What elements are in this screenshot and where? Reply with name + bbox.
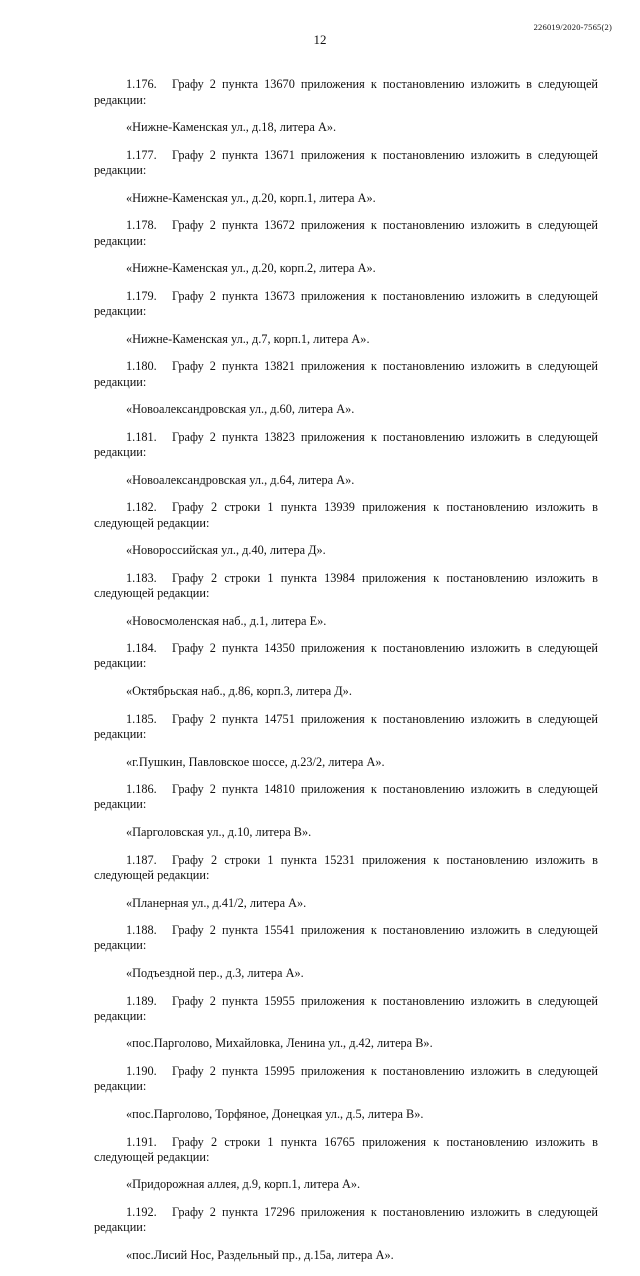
item-quote: «Октябрьская наб., д.86, корп.3, литера Д». [126, 684, 352, 699]
item-number: 1.177. [126, 147, 157, 162]
item-number: 1.184. [126, 641, 157, 656]
item-quote: «г.Пушкин, Павловское шоссе, д.23/2, литера А». [126, 754, 385, 769]
item-text: Графу 2 пункта 13670 приложения к постановлению изложить в следующей редакции: [94, 77, 598, 107]
item-quote: «пос.Парголово, Михайловка, Ленина ул., д.42, литера В». [126, 1036, 433, 1051]
list-item [94, 430, 598, 488]
item-quote: «Новоалександровская ул., д.60, литера А». [126, 402, 355, 417]
item-text: Графу 2 пункта 13823 приложения к постановлению изложить в следующей редакции: [94, 429, 598, 460]
list-item [94, 571, 598, 629]
item-quote: «Новосмоленская наб., д.1, литера Е». [126, 613, 327, 628]
item-text: Графу 2 строки 1 пункта 13939 приложения к постановлению изложить в следующей редакции: [94, 500, 598, 530]
list-item [94, 1135, 598, 1193]
item-number: 1.176. [126, 77, 157, 92]
item-text: Графу 2 пункта 15541 приложения к постановлению изложить в следующей редакции: [94, 923, 598, 953]
item-text: Графу 2 пункта 17296 приложения к постановлению изложить в следующей редакции: [94, 1205, 598, 1235]
item-number: 1.179. [126, 288, 157, 303]
list-item [94, 782, 598, 840]
document-number: 226019/2020-7565(2) [533, 22, 612, 32]
item-number: 1.189. [126, 993, 157, 1008]
item-number: 1.191. [126, 1134, 157, 1149]
item-text: Графу 2 пункта 14751 приложения к постановлению изложить в следующей редакции: [94, 711, 598, 741]
item-number: 1.186. [126, 782, 157, 797]
item-text: Графу 2 пункта 13671 приложения к постановлению изложить в следующей редакции: [94, 147, 598, 178]
list-item [94, 77, 598, 135]
item-quote: «Новороссийская ул., д.40, литера Д». [126, 543, 326, 558]
list-item [94, 923, 598, 981]
list-item [94, 1205, 598, 1263]
item-text: Графу 2 пункта 13673 приложения к постановлению изложить в следующей редакции: [94, 288, 598, 319]
list-item [94, 1064, 598, 1122]
item-quote: «Нижне-Каменская ул., д.7, корп.1, литера А». [126, 331, 370, 346]
item-text: Графу 2 пункта 14810 приложения к постановлению изложить в следующей редакции: [94, 782, 598, 812]
item-number: 1.181. [126, 429, 157, 444]
item-text: Графу 2 строки 1 пункта 13984 приложения к постановлению изложить в следующей редакции: [94, 570, 598, 600]
item-quote: «Подъездной пер., д.3, литера А». [126, 966, 304, 980]
list-item [94, 218, 598, 276]
list-item [94, 289, 598, 347]
item-number: 1.192. [126, 1205, 157, 1220]
item-quote: «пос.Лисий Нос, Раздельный пр., д.15а, литера А». [126, 1247, 394, 1262]
item-text: Графу 2 пункта 14350 приложения к постановлению изложить в следующей редакции: [94, 641, 598, 671]
item-number: 1.185. [126, 711, 157, 726]
list-item [94, 994, 598, 1052]
list-item [94, 641, 598, 699]
page-number: 12 [313, 32, 327, 47]
item-quote: «Нижне-Каменская ул., д.20, корп.2, литера А». [126, 261, 376, 276]
item-number: 1.187. [126, 852, 157, 867]
item-text: Графу 2 строки 1 пункта 16765 приложения к постановлению изложить в следующей редакции: [94, 1134, 598, 1164]
item-number: 1.190. [126, 1064, 157, 1079]
item-quote: «Планерная ул., д.41/2, литера А». [126, 895, 307, 910]
item-quote: «Нижне-Каменская ул., д.18, литера А». [126, 120, 337, 135]
item-quote: «Придорожная аллея, д.9, корп.1, литера А». [126, 1177, 361, 1192]
item-number: 1.182. [126, 500, 157, 515]
item-text: Графу 2 пункта 15955 приложения к постановлению изложить в следующей редакции: [94, 993, 598, 1023]
item-quote: «пос.Парголово, Торфяное, Донецкая ул., д.5, литера В». [126, 1106, 424, 1121]
list-item [94, 148, 598, 206]
item-text: Графу 2 пункта 15995 приложения к постановлению изложить в следующей редакции: [94, 1064, 598, 1094]
item-number: 1.180. [126, 359, 157, 374]
item-text: Графу 2 строки 1 пункта 15231 приложения к постановлению изложить в следующей редакции: [94, 852, 598, 882]
list-item [94, 853, 598, 911]
item-quote: «Парголовская ул., д.10, литера В». [126, 825, 312, 840]
list-item [94, 359, 598, 417]
document-body [94, 65, 598, 1276]
item-text: Графу 2 пункта 13672 приложения к постановлению изложить в следующей редакции: [94, 218, 598, 248]
item-number: 1.183. [126, 570, 157, 585]
item-number: 1.188. [126, 923, 157, 938]
item-quote: «Нижне-Каменская ул., д.20, корп.1, литера А». [126, 190, 376, 205]
list-item [94, 500, 598, 558]
item-quote: «Новоалександровская ул., д.64, литера А». [126, 472, 355, 487]
item-number: 1.178. [126, 218, 157, 233]
list-item [94, 712, 598, 770]
item-text: Графу 2 пункта 13821 приложения к постановлению изложить в следующей редакции: [94, 359, 598, 389]
